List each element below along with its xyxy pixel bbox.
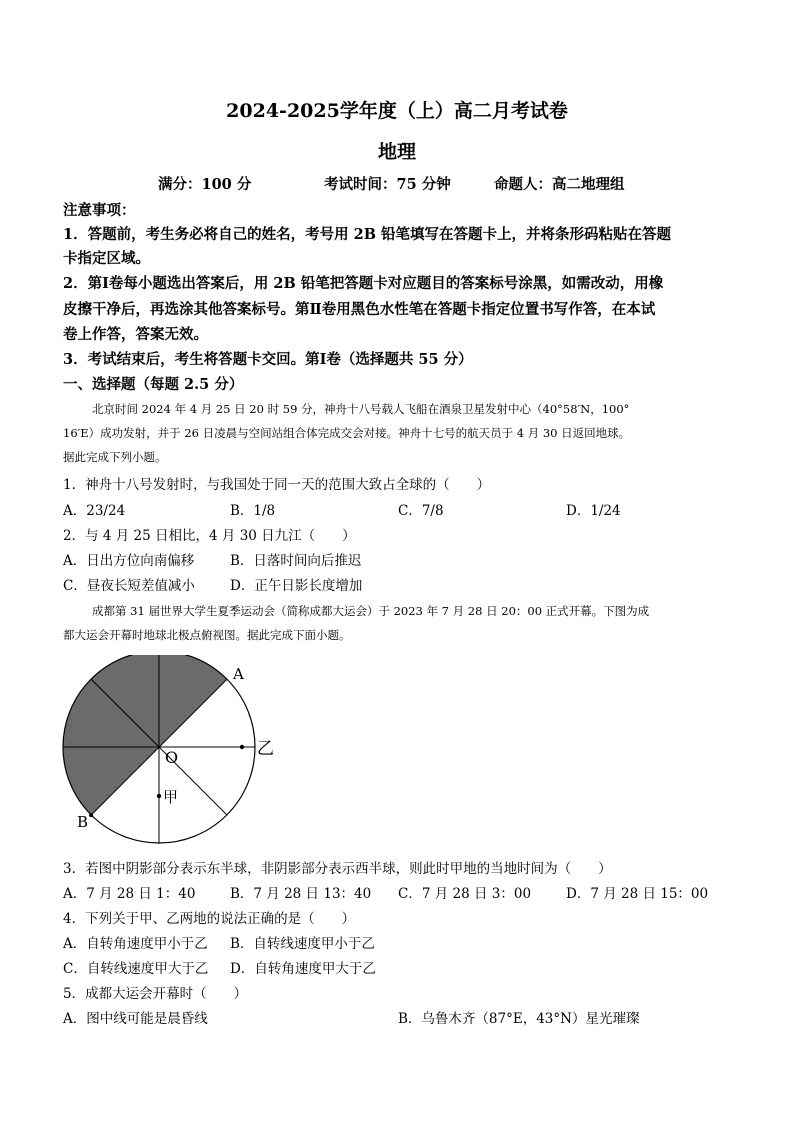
exam-subject: 地理	[377, 141, 416, 163]
q4-option-c[interactable]: C．自转线速度甲大于乙	[63, 961, 209, 977]
q3-option-d[interactable]: D．7 月 28 日 15：00	[566, 886, 709, 902]
q2-option-b[interactable]: B．日落时间向后推迟	[230, 553, 362, 569]
notes-heading: 注意事项：	[63, 202, 136, 219]
q1-option-c[interactable]: C．7/8	[398, 503, 444, 519]
exam-time: 考试时间：75 分钟	[324, 176, 451, 193]
q2-stem: 2．与 4 月 25 日相比，4 月 30 日九江（ ）	[63, 528, 356, 544]
q1-option-d[interactable]: D．1/24	[566, 503, 621, 519]
note-3: 3．考试结束后，考生将答题卡交回。第Ⅰ卷（选择题共 55 分）	[63, 351, 473, 368]
q3-option-c[interactable]: C．7 月 28 日 3：00	[398, 886, 532, 902]
q3-option-b[interactable]: B．7 月 28 日 13：40	[230, 886, 372, 902]
passage-2-line-2: 都大运会开幕时地球北极点俯视图。据此完成下面小题。	[63, 628, 351, 642]
passage-1-line-1: 北京时间 2024 年 4 月 25 日 20 时 59 分，神舟十八号载人飞船在酒泉卫星发射中心（40°58′N，100°	[92, 402, 630, 416]
q2-option-c[interactable]: C．昼夜长短差值减小	[63, 578, 195, 594]
label-jia: 甲	[163, 788, 179, 806]
north-pole-diagram	[55, 655, 295, 855]
exam-author: 命题人：高二地理组	[494, 176, 625, 193]
q2-option-a[interactable]: A．日出方位向南偏移	[63, 553, 195, 569]
q2-option-d[interactable]: D．正午日影长度增加	[230, 578, 363, 594]
passage-1-line-2: 16′E）成功发射，并于 26 日凌晨与空间站组合体完成交会对接。神舟十七号的航天员于 4 月 30 日返回地球。	[63, 426, 631, 440]
note-2-a: 2．第Ⅰ卷每小题选出答案后，用 2B 铅笔把答题卡对应题目的答案标号涂黑，如需改动，用橡	[63, 275, 664, 292]
q1-stem: 1．神舟十八号发射时，与我国处于同一天的范围大致占全球的（ ）	[63, 477, 491, 493]
full-score: 满分：100 分	[158, 176, 252, 193]
passage-2-line-1: 成都第 31 届世界大学生夏季运动会（简称成都大运会）于 2023 年 7 月 28 日 20：00 正式开幕。下图为成	[92, 604, 650, 618]
q4-option-b[interactable]: B．自转线速度甲小于乙	[230, 936, 375, 952]
note-2-c: 卷上作答，答案无效。	[63, 326, 208, 343]
note-1-b: 卡指定区域。	[63, 250, 150, 267]
label-b: B	[77, 813, 89, 831]
q3-stem: 3．若图中阴影部分表示东半球，非阴影部分表示西半球，则此时甲地的当地时间为（ ）	[63, 861, 612, 877]
q5-option-a[interactable]: A．图中线可能是晨昏线	[63, 1011, 208, 1027]
passage-1-line-3: 据此完成下列小题。	[63, 450, 167, 464]
point-jia	[157, 794, 161, 798]
label-yi: 乙	[257, 739, 274, 759]
label-o: O	[165, 748, 179, 767]
q3-option-a[interactable]: A．7 月 28 日 1：40	[63, 886, 196, 902]
section-heading: 一、选择题（每题 2.5 分）	[63, 376, 244, 393]
note-1-a: 1．答题前，考生务必将自己的姓名，考号用 2B 铅笔填写在答题卡上，并将条形码粘贴在答题	[63, 226, 672, 243]
q5-option-b[interactable]: B．乌鲁木齐（87°E，43°N）星光璀璨	[398, 1011, 640, 1027]
label-a: A	[233, 665, 244, 683]
q1-option-a[interactable]: A．23/24	[63, 503, 126, 519]
q5-stem: 5．成都大运会开幕时（ ）	[63, 986, 248, 1002]
q1-option-b[interactable]: B．1/8	[230, 503, 276, 519]
note-2-b: 皮擦干净后，再选涂其他答案标号。第Ⅱ卷用黑色水性笔在答题卡指定位置书写作答，在本试	[63, 301, 656, 318]
q4-stem: 4．下列关于甲、乙两地的说法正确的是（ ）	[63, 911, 356, 927]
point-b	[89, 813, 93, 817]
q4-option-d[interactable]: D．自转角速度甲大于乙	[230, 961, 376, 977]
point-yi	[240, 745, 244, 749]
exam-title: 2024-2025学年度（上）高二月考试卷	[226, 100, 568, 122]
q4-option-a[interactable]: A．自转角速度甲小于乙	[63, 936, 208, 952]
